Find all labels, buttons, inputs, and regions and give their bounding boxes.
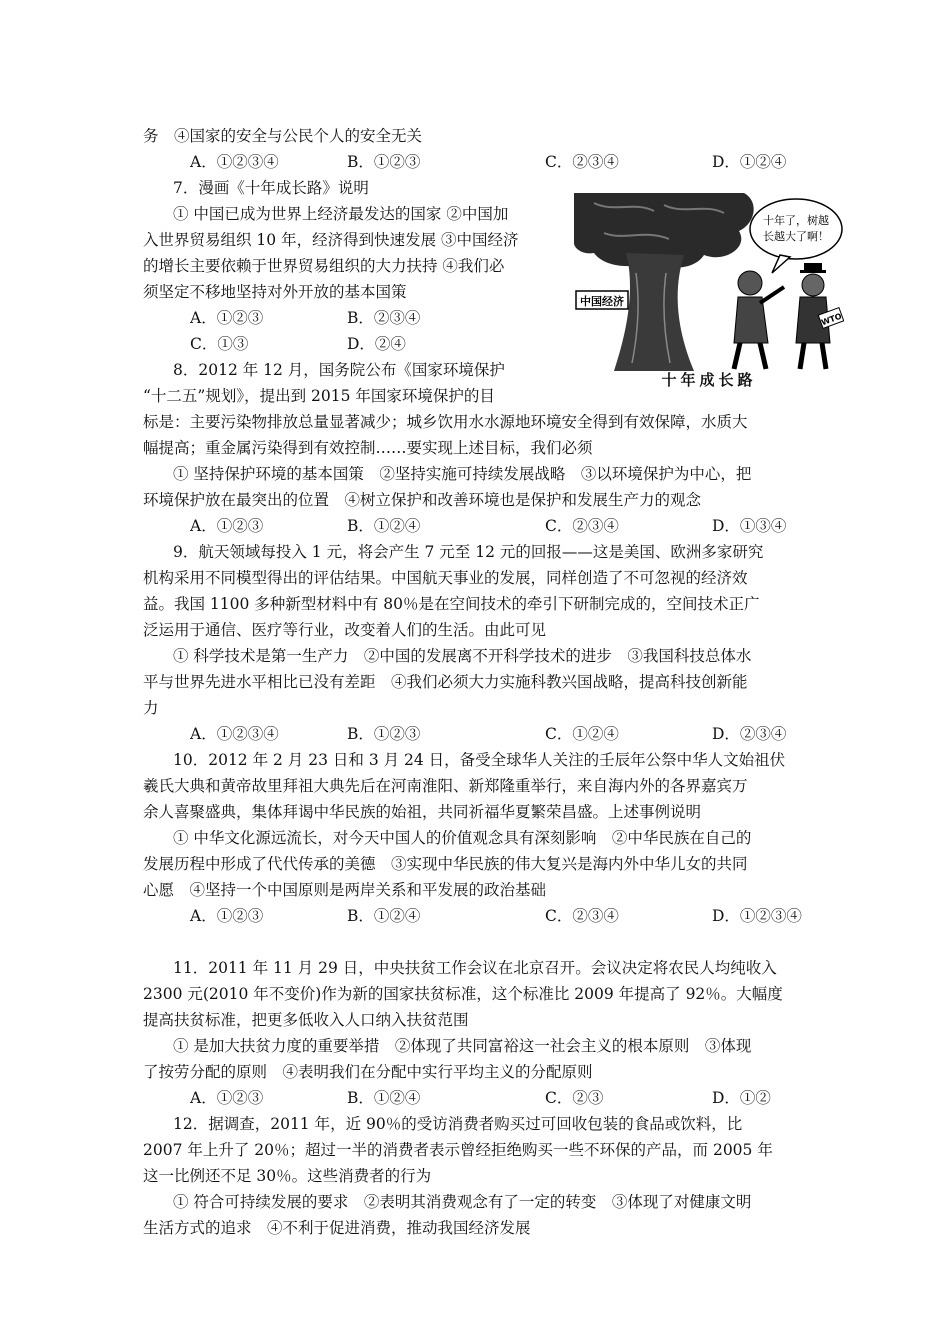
text-line: 了按劳分配的原则 ④表明我们在分配中实行平均主义的分配原则 [143,1063,593,1081]
text-line: 力 [143,699,159,717]
q12-stem: 12．据调查，2011 年，近 90％的受访消费者购买过可回收包装的食品或饮料，比 [173,1115,743,1133]
option-d: D．②③④ [712,725,787,743]
option-a: A．①②③ [190,907,264,925]
text-line: ① 科学技术是第一生产力 ②中国的发展离不开科学技术的进步 ③我国科技总体水 [173,647,752,665]
option-a: A．①②③④ [190,725,279,743]
option-b: B．①②④ [347,1089,421,1107]
text-line: 这一比例还不足 30％。这些消费者的行为 [143,1167,432,1185]
option-d: D．①③④ [712,517,787,535]
option-b: B．①②④ [347,907,421,925]
text-line: 余人喜聚盛典，集体拜谒中华民族的始祖，共同祈福华夏繁荣昌盛。上述事例说明 [143,803,702,821]
text-line: ① 符合可持续发展的要求 ②表明其消费观念有了一定的转变 ③体现了对健康文明 [173,1193,752,1211]
q8-stem: 8．2012 年 12 月，国务院公布《国家环境保护 [173,361,505,379]
q7-options-row2 [190,331,570,357]
text-line: 提高扶贫标准，把更多低收入人口纳入扶贫范围 [143,1011,469,1029]
option-c: C．②③④ [545,153,619,171]
speech-line-2: 长越大了啊！ [763,230,829,243]
text-line: 平与世界先进水平相比已没有差距 ④我们必须大力实施科教兴国战略，提高科技创新能 [143,673,748,691]
option-c: C．②③④ [545,517,619,535]
text-line: 2007 年上升了 20％；超过一半的消费者表示曾经拒绝购买一些不环保的产品，而 2005 年 [143,1141,773,1159]
text-line: 发展历程中形成了代代传承的美德 ③实现中华民族的伟大复兴是海内外中华儿女的共同 [143,855,748,873]
option-d: D．①②③④ [712,907,802,925]
q7-options-row1 [190,305,570,331]
q9-options [190,721,830,747]
text-line: 益。我国 1100 多种新型材料中有 80％是在空间技术的牵引下研制完成的，空间技术正广 [143,595,760,613]
text-line: 2300 元(2010 年不变价)作为新的国家扶贫标准，这个标准比 2009 年提高了 92％。大幅度 [143,985,783,1003]
trunk-label: 中国经济 [580,295,624,308]
text-line: 泛运用于通信、医疗等行业，改变着人们的生活。由此可见 [143,621,547,639]
text-line: 环境保护放在最突出的位置 ④树立保护和改善环境也是保护和发展生产力的观念 [143,491,702,509]
text-line: 须坚定不移地坚持对外开放的基本国策 [143,283,407,301]
text-line: 羲氏大典和黄帝故里拜祖大典先后在河南淮阳、新郑隆重举行，来自海内外的各界嘉宾万 [143,777,748,795]
cartoon-figure [574,193,844,393]
text-line: 生活方式的追求 ④不利于促进消费，推动我国经济发展 [143,1219,531,1237]
option-d: D．②④ [347,335,406,353]
text-line: “十二五”规划》，提出到 2015 年国家环境保护的目 [143,387,495,405]
q8-options [190,513,830,539]
q6-options [190,149,830,175]
speech-line-1: 十年了，树越 [763,214,829,227]
option-b: B．①②③ [347,153,421,171]
q7-stem: 7．漫画《十年成长路》说明 [173,179,369,197]
option-b: B．①②③ [347,725,421,743]
option-c: C．①②④ [545,725,619,743]
option-c: C．②③ [545,1089,604,1107]
text-line: ① 是加大扶贫力度的重要举措 ②体现了共同富裕这一社会主义的根本原则 ③体现 [173,1037,752,1055]
q10-options [190,903,830,929]
option-c: C．②③④ [545,907,619,925]
option-d: D．①②④ [712,153,787,171]
text-line: 务 ④国家的安全与公民个人的安全无关 [143,127,423,145]
option-a: A．①②③ [190,1089,264,1107]
text-line: 幅提高；重金属污染得到有效控制……要实现上述目标，我们必须 [143,439,593,457]
option-a: A．①②③④ [190,153,279,171]
q11-options [190,1085,830,1111]
q11-stem: 11．2011 年 11 月 29 日，中央扶贫工作会议在北京召开。会议决定将农民人均纯收入 [173,959,777,977]
q9-stem: 9．航天领域每投入 1 元，将会产生 7 元至 12 元的回报——这是美国、欧洲多家研究 [173,543,764,561]
text-line: 标是：主要污染物排放总量显著减少；城乡饮用水水源地环境安全得到有效保障，水质大 [143,413,748,431]
q10-stem: 10．2012 年 2 月 23 日和 3 月 24 日，备受全球华人关注的壬辰年公祭中华人文始祖伏 [173,751,786,769]
option-a: A．①②③ [190,517,264,535]
option-b: B．②③④ [347,309,421,327]
wto-badge: WTO [820,311,843,328]
text-line: ① 坚持保护环境的基本国策 ②坚持实施可持续发展战略 ③以环境保护为中心，把 [173,465,752,483]
option-b: B．①②④ [347,517,421,535]
text-line: 入世界贸易组织 10 年，经济得到快速发展 ③中国经济 [143,231,519,249]
text-line: 的增长主要依赖于世界贸易组织的大力扶持 ④我们必 [143,257,505,275]
text-line: 机构采用不同模型得出的评估结果。中国航天事业的发展，同样创造了不可忽视的经济效 [143,569,748,587]
option-c: C．①③ [190,335,249,353]
text-line: 心愿 ④坚持一个中国原则是两岸关系和平发展的政治基础 [143,881,547,899]
cartoon-illustration-icon [574,193,844,371]
text-line: ① 中国已成为世界上经济最发达的国家 ②中国加 [173,205,509,223]
text-line: ① 中华文化源远流长，对今天中国人的价值观念具有深刻影响 ②中华民族在自己的 [173,829,752,847]
option-d: D．①② [712,1089,771,1107]
option-a: A．①②③ [190,309,264,327]
cartoon-caption: 十年成长路 [661,371,757,389]
